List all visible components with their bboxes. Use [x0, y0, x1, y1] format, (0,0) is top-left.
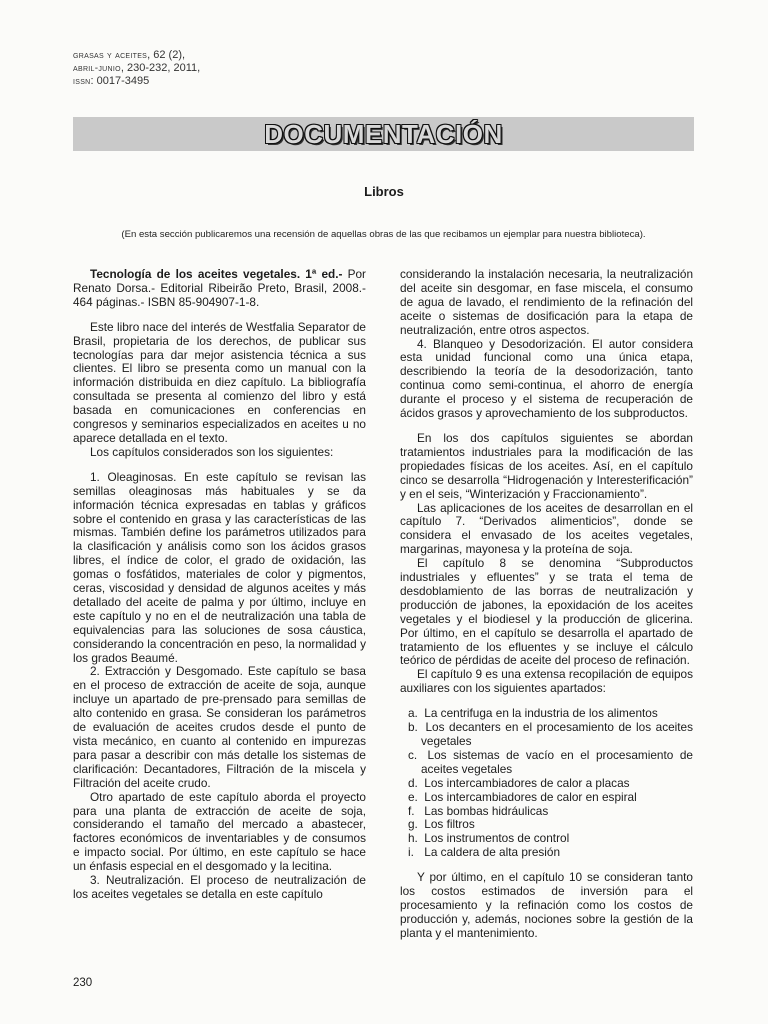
right-column — [400, 268, 693, 941]
left-column — [73, 268, 366, 902]
list-item: h. Los instrumentos de control — [408, 831, 570, 846]
intro-note: (En esta sección publicaremos una recensión de aquellas obras de las que recibamos un ejemplar para nuestra biblioteca). — [121, 229, 646, 240]
paragraph: Los capítulos considerados son los siguientes: — [90, 444, 334, 459]
paragraph: 3. Neutralización. El proceso de neutralización de los aceites vegetales se detalla en este capítulo — [73, 873, 366, 901]
list-item: i. La caldera de alta presión — [408, 845, 561, 860]
list-item: e. Los intercambiadores de calor en espiral — [408, 789, 637, 804]
list-item: a. La centrifuga en la industria de los alimentos — [408, 706, 658, 721]
list-item: f. Las bombas hidráulicas — [408, 803, 549, 818]
list-item: d. Los intercambiadores de calor a placas — [408, 775, 630, 790]
paragraph: considerando la instalación necesaria, la neutralización del aceite sin desgomar, en fase miscela, el consumo de agua de lavado, el rendimiento de la refinación del aceite o sistemas de dosificación para la etapa de neutralización, entre otros aspectos. — [400, 267, 693, 337]
journal-line-2: abril-junio, 230-232, 2011, — [73, 62, 201, 74]
book-reference — [73, 268, 366, 310]
paragraph: 4. Blanqueo y Desodorización. El autor considera esta unidad funcional como una única etapa, describiendo la teoría de la desodorización, tanto continua como semi-continua, el ahorro de energía durante el proceso y el sistema de recuperación de ácidos grasos y aprovechamiento de los subproductos. — [400, 336, 693, 421]
book-info: Por Renato Dorsa.- Editorial Ribeirão Preto, Brasil, 2008.- 464 páginas.- ISBN 85-904907-1-8. — [73, 267, 366, 309]
paragraph: Otro apartado de este capítulo aborda el proyecto para una planta de extracción de aceite de soja, considerando el tamaño del mercado a abastecer, factores económicos de inventariables y de consumos e impacto social. Por último, en este capítulo se hace un énfasis especial en el desgomado y la lecitina. — [73, 789, 366, 874]
paragraph: Este libro nace del interés de Westfalia Separator de Brasil, propietaria de los derechos, de publicar sus tecnologías para dar mejor asistencia técnica a sus clientes. El libro se presenta como un manual con la información distribuida en diez capítulo. La bibliografía consultada se presenta al comienzo del libro y está basada en comunicaciones en conferencias en congresos y seminarios especializados en aceites u no aparece detallada en el texto. — [73, 319, 366, 445]
paragraph: El capítulo 8 se denomina “Subproductos industriales y efluentes” y se trata el tema de desdoblamiento de las borras de neutralización y producción de jabones, la epoxidación de los aceites vegetales y el biodiesel y la producción de glicerina. Por último, en el capítulo se desarrolla el apartado de tratamiento de los efluentes y se incluye el cálculo teórico de pérdidas de aceite del proceso de refinación. — [400, 556, 693, 668]
journal-citation — [73, 49, 200, 88]
page-number: 230 — [73, 977, 93, 989]
journal-line-3: issn: 0017-3495 — [73, 75, 150, 87]
section-title: DOCUMENTACIÓN — [264, 118, 503, 149]
paragraph: 1. Oleaginosas. En este capítulo se revisan las semillas oleaginosas más habituales y se da información técnica expresadas en tablas y gráficos sobre el contenido en grasa y las características de las mismas. También define los parámetros utilizados para la clasificación y análisis como son los ácidos grasos libres, el índice de color, el grado de oxidación, las gomas o fosfátidos, materiales de color y pigmentos, ceras, viscosidad y densidad de algunos aceites y más detallado del aceite de palma y por último, incluye en este capítulo y no en el de neutralización una tabla de equivalencias para las soluciones de sosa cáustica, considerando la concentración en peso, la normalidad y los grados Beaumé. — [73, 469, 366, 665]
closing-paragraph: Y por último, en el capítulo 10 se consideran tanto los costos estimados de inversión para el procesamiento y la refinación como los costos de producción y, además, nociones sobre la gestión de la planta y el mantenimiento. — [400, 870, 693, 940]
subsection-title: Libros — [364, 184, 404, 199]
paragraph: Las aplicaciones de los aceites de desarrollan en el capítulo 7. “Derivados alimenticios”, donde se considera el envasado de los aceites vegetales, margarinas, mayonesa y la proteína de soja. — [400, 500, 693, 557]
list-item: g. Los filtros — [408, 817, 475, 832]
list-item: b. Los decanters en el procesamiento de los aceites vegetales — [408, 720, 694, 748]
paragraph: 2. Extracción y Desgomado. Este capítulo se basa en el proceso de extracción de aceite de soja, aunque incluye un apartado de pre-prensado para semillas de alto contenido en grasa. Se consideran los parámetros de evaluación de aceites crudos desde el punto de vista mecánico, en cuanto al contenido en impurezas para pasar a describir con más detalle los sistemas de clarificación: Decantadores, Filtración de la miscela y Filtración del aceite crudo. — [73, 664, 366, 790]
list-item: c. Los sistemas de vacío en el procesamiento de aceites vegetales — [408, 747, 693, 776]
paragraph: En los dos capítulos siguientes se abordan tratamientos industriales para la modificación de las propiedades físicas de los aceites. Así, en el capítulo cinco se desarrolla “Hidrogenación y Interesterificación” y en el seis, “Winterización y Fraccionamiento”. — [400, 430, 693, 501]
paragraph: El capítulo 9 es una extensa recopilación de equipos auxiliares con los siguientes apartados: — [400, 667, 693, 696]
equipment-list — [400, 707, 693, 860]
section-banner — [73, 117, 694, 151]
journal-line-1: grasas y aceites, 62 (2), — [73, 49, 186, 61]
book-title: Tecnología de los aceites vegetales. 1ª ed.- — [90, 267, 343, 281]
